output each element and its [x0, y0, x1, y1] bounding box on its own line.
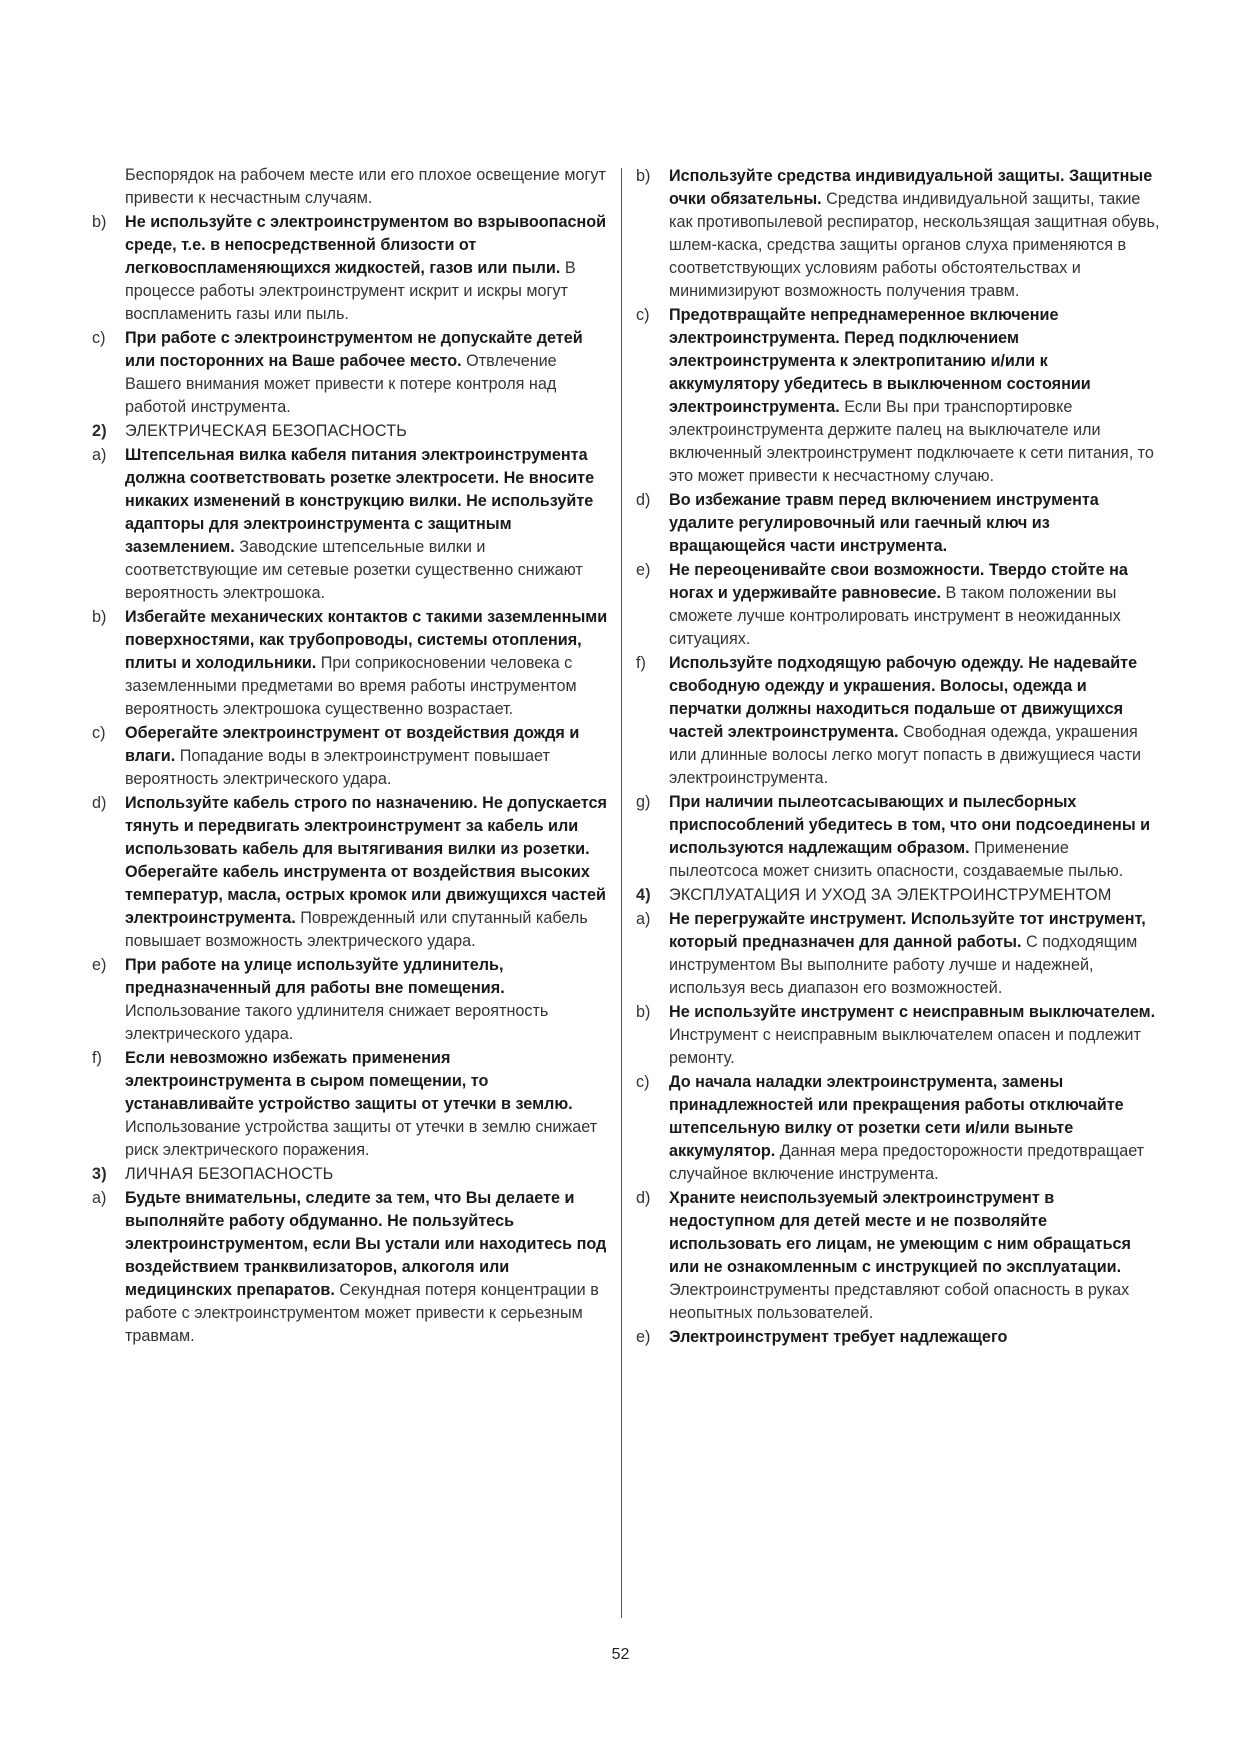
section-number: 2)	[92, 422, 107, 440]
list-item-label: c)	[636, 306, 650, 324]
section-number: 4)	[636, 886, 651, 904]
list-item	[92, 606, 612, 721]
explanation-text: Свободная одежда, украшения или длинные волосы легко могут попасть в движущиеся части электроинструмента.	[669, 723, 1142, 787]
list-item	[92, 211, 612, 326]
instruction-bold: Штепсельная вилка кабеля питания электроинструмента должна соответствовать розетке электросети. Не вносите никаких изменений в конструкцию вилки. Не используйте адапторы для электроинструмента с защитным заземлением.	[125, 446, 595, 556]
list-item	[636, 1326, 1161, 1349]
right-column	[636, 164, 1161, 1349]
list-item	[636, 165, 1161, 303]
list-item-label: d)	[92, 794, 107, 812]
explanation-text: С подходящим инструментом Вы выполните работу лучше и надежней, используя весь диапазон его возможностей.	[669, 933, 1138, 997]
explanation-text: В процессе работы электроинструмент искрит и искры могут воспламенить газы или пыль.	[125, 259, 576, 323]
list-item-label: b)	[92, 608, 107, 626]
list-item	[636, 652, 1161, 790]
explanation-text: Использование такого удлинителя снижает вероятность электрического удара.	[125, 1002, 549, 1043]
instruction-bold: Во избежание травм перед включением инструмента удалите регулировочный или гаечный ключ из вращающейся части инструмента.	[669, 491, 1099, 555]
list-item-label: f)	[636, 654, 646, 672]
instruction-bold: Используйте кабель строго по назначению. Не допускается тянуть и передвигать электроинструмент за кабель или использовать кабель для вытягивания вилки из розетки. Оберегайте кабель инструмента от воздействия высоких температур, масла, острых кромок или движущихся частей электроинструмента.	[125, 794, 607, 927]
list-item-label: e)	[636, 561, 651, 579]
explanation-text: Инструмент с неисправным выключателем опасен и подлежит ремонту.	[669, 1026, 1141, 1067]
instruction-bold: При работе на улице используйте удлинитель, предназначенный для работы вне помещения.	[125, 956, 505, 997]
explanation-text: В таком положении вы сможете лучше контролировать инструмент в неожиданных ситуациях.	[669, 584, 1121, 648]
explanation-text: Поврежденный или спутанный кабель повышает возможность электрического удара.	[125, 909, 588, 950]
list-item	[92, 722, 612, 791]
list-item-label: b)	[636, 167, 651, 185]
instruction-bold: Оберегайте электроинструмент от воздействия дождя и влаги.	[125, 724, 580, 765]
list-item-label: c)	[92, 724, 106, 742]
section-heading	[92, 1163, 612, 1186]
section-title: ЭКСПЛУАТАЦИЯ И УХОД ЗА ЭЛЕКТРОИНСТРУМЕНТОМ	[669, 886, 1112, 904]
list-item	[92, 1187, 612, 1348]
section-title: ЛИЧНАЯ БЕЗОПАСНОСТЬ	[125, 1165, 334, 1183]
explanation-text: Заводские штепсельные вилки и соответствующие им сетевые розетки существенно снижают вероятность электрошока.	[125, 538, 583, 602]
left-column	[92, 164, 612, 1348]
page-number: 52	[611, 1646, 630, 1663]
explanation-text: Если Вы при транспортировке электроинструмента держите палец на выключателе или включенный электроинструмент подключаете к сети питания, то это может привести к несчастному случаю.	[669, 398, 1154, 485]
paragraph-text: Беспорядок на рабочем месте или его плохое освещение могут привести к несчастным случаям.	[125, 166, 606, 207]
explanation-text: Данная мера предосторожности предотвращает случайное включение инструмента.	[669, 1142, 1145, 1183]
list-item-label: a)	[636, 910, 651, 928]
list-item-label: a)	[92, 1189, 107, 1207]
list-item	[636, 304, 1161, 488]
explanation-text: При соприкосновении человека с заземленными предметами во время работы инструментом вероятность электрошока существенно возрастает.	[125, 654, 577, 718]
instruction-bold: Избегайте механических контактов с такими заземленными поверхностями, как трубопроводы, системы отопления, плиты и холодильники.	[125, 608, 608, 672]
list-item	[636, 1001, 1161, 1070]
list-item	[92, 327, 612, 419]
instruction-bold: Не перегружайте инструмент. Используйте тот инструмент, который предназначен для данной работы.	[669, 910, 1146, 951]
list-item-label: a)	[92, 446, 107, 464]
explanation-text: Отвлечение Вашего внимания может привести к потере контроля над работой инструмента.	[125, 352, 557, 416]
section-heading	[636, 884, 1161, 907]
instruction-bold: Будьте внимательны, следите за тем, что Вы делаете и выполняйте работу обдуманно. Не пользуйтесь электроинструментом, если Вы устали или находитесь под воздействием транквилизаторов, алкоголя или медицинских препаратов.	[125, 1189, 607, 1299]
instruction-bold: Используйте средства индивидуальной защиты. Защитные очки обязательны.	[669, 167, 1153, 208]
list-item	[636, 791, 1161, 883]
explanation-text: Попадание воды в электроинструмент повышает вероятность электрического удара.	[125, 747, 550, 788]
list-item-label: d)	[636, 491, 651, 509]
instruction-bold: Не переоценивайте свои возможности. Твердо стойте на ногах и удерживайте равновесие.	[669, 561, 1128, 602]
list-item	[636, 1071, 1161, 1186]
list-item	[92, 792, 612, 953]
list-item	[636, 908, 1161, 1000]
instruction-bold: Не используйте с электроинструментом во взрывоопасной среде, т.е. в непосредственной близости от легковоспламеняющихся жидкостей, газов или пыли.	[125, 213, 607, 277]
list-item-label: f)	[92, 1049, 102, 1067]
explanation-text: Использование устройства защиты от утечки в землю снижает риск электрического поражения.	[125, 1118, 598, 1159]
instruction-bold: При работе с электроинструментом не допускайте детей или посторонних на Ваше рабочее место.	[125, 329, 583, 370]
section-heading	[92, 420, 612, 443]
list-item-label: c)	[92, 329, 106, 347]
list-item	[636, 559, 1161, 651]
list-item	[92, 444, 612, 605]
list-item	[92, 1047, 612, 1162]
explanation-text: Секундная потеря концентрации в работе с электроинструментом может привести к серьезным травмам.	[125, 1281, 599, 1345]
column-divider	[621, 168, 622, 1618]
list-item	[636, 1187, 1161, 1325]
list-item-label: e)	[636, 1328, 651, 1346]
explanation-text: Электроинструменты представляют собой опасность в руках неопытных пользователей.	[669, 1281, 1130, 1322]
list-item	[636, 489, 1161, 558]
explanation-text: Средства индивидуальной защиты, такие как противопылевой респиратор, нескользящая защитная обувь, шлем-каска, средства защиты органов слуха применяются в соответствующих условиям работы обстоятельствах и минимизируют возможность получения травм.	[669, 190, 1160, 300]
instruction-bold: Предотвращайте непреднамеренное включение электроинструмента. Перед подключением электроинструмента к электропитанию и/или к аккумулятору убедитесь в выключенном состоянии электроинструмента.	[669, 306, 1091, 416]
list-item-label: d)	[636, 1189, 651, 1207]
section-number: 3)	[92, 1165, 107, 1183]
section-title: ЭЛЕКТРИЧЕСКАЯ БЕЗОПАСНОСТЬ	[125, 422, 408, 440]
instruction-bold: До начала наладки электроинструмента, замены принадлежностей или прекращения работы отключайте штепсельную вилку от розетки сети и/или выньте аккумулятор.	[669, 1073, 1124, 1160]
instruction-bold: Электроинструмент требует надлежащего	[669, 1328, 1008, 1346]
paragraph	[92, 164, 612, 210]
list-item-label: c)	[636, 1073, 650, 1091]
list-item-label: e)	[92, 956, 107, 974]
list-item-label: b)	[636, 1003, 651, 1021]
instruction-bold: При наличии пылеотсасывающих и пылесборных приспособлений убедитесь в том, что они подсоединены и используются надлежащим образом.	[669, 793, 1151, 857]
instruction-bold: Если невозможно избежать применения электроинструмента в сыром помещении, то устанавливайте устройство защиты от утечки в землю.	[125, 1049, 573, 1113]
list-item-label: g)	[636, 793, 651, 811]
instruction-bold: Храните неиспользуемый электроинструмент в недоступном для детей месте и не позволяйте использовать его лицам, не умеющим с ним обращаться или не ознакомленным с инструкцией по эксплуатации.	[669, 1189, 1131, 1276]
instruction-bold: Не используйте инструмент с неисправным выключателем.	[669, 1003, 1156, 1021]
explanation-text: Применение пылеотсоса может снизить опасности, создаваемые пылью.	[669, 839, 1124, 880]
list-item	[92, 954, 612, 1046]
instruction-bold: Используйте подходящую рабочую одежду. Не надевайте свободную одежду и украшения. Волосы, одежда и перчатки должны находиться подальше от движущихся частей электроинструмента.	[669, 654, 1138, 741]
list-item-label: b)	[92, 213, 107, 231]
